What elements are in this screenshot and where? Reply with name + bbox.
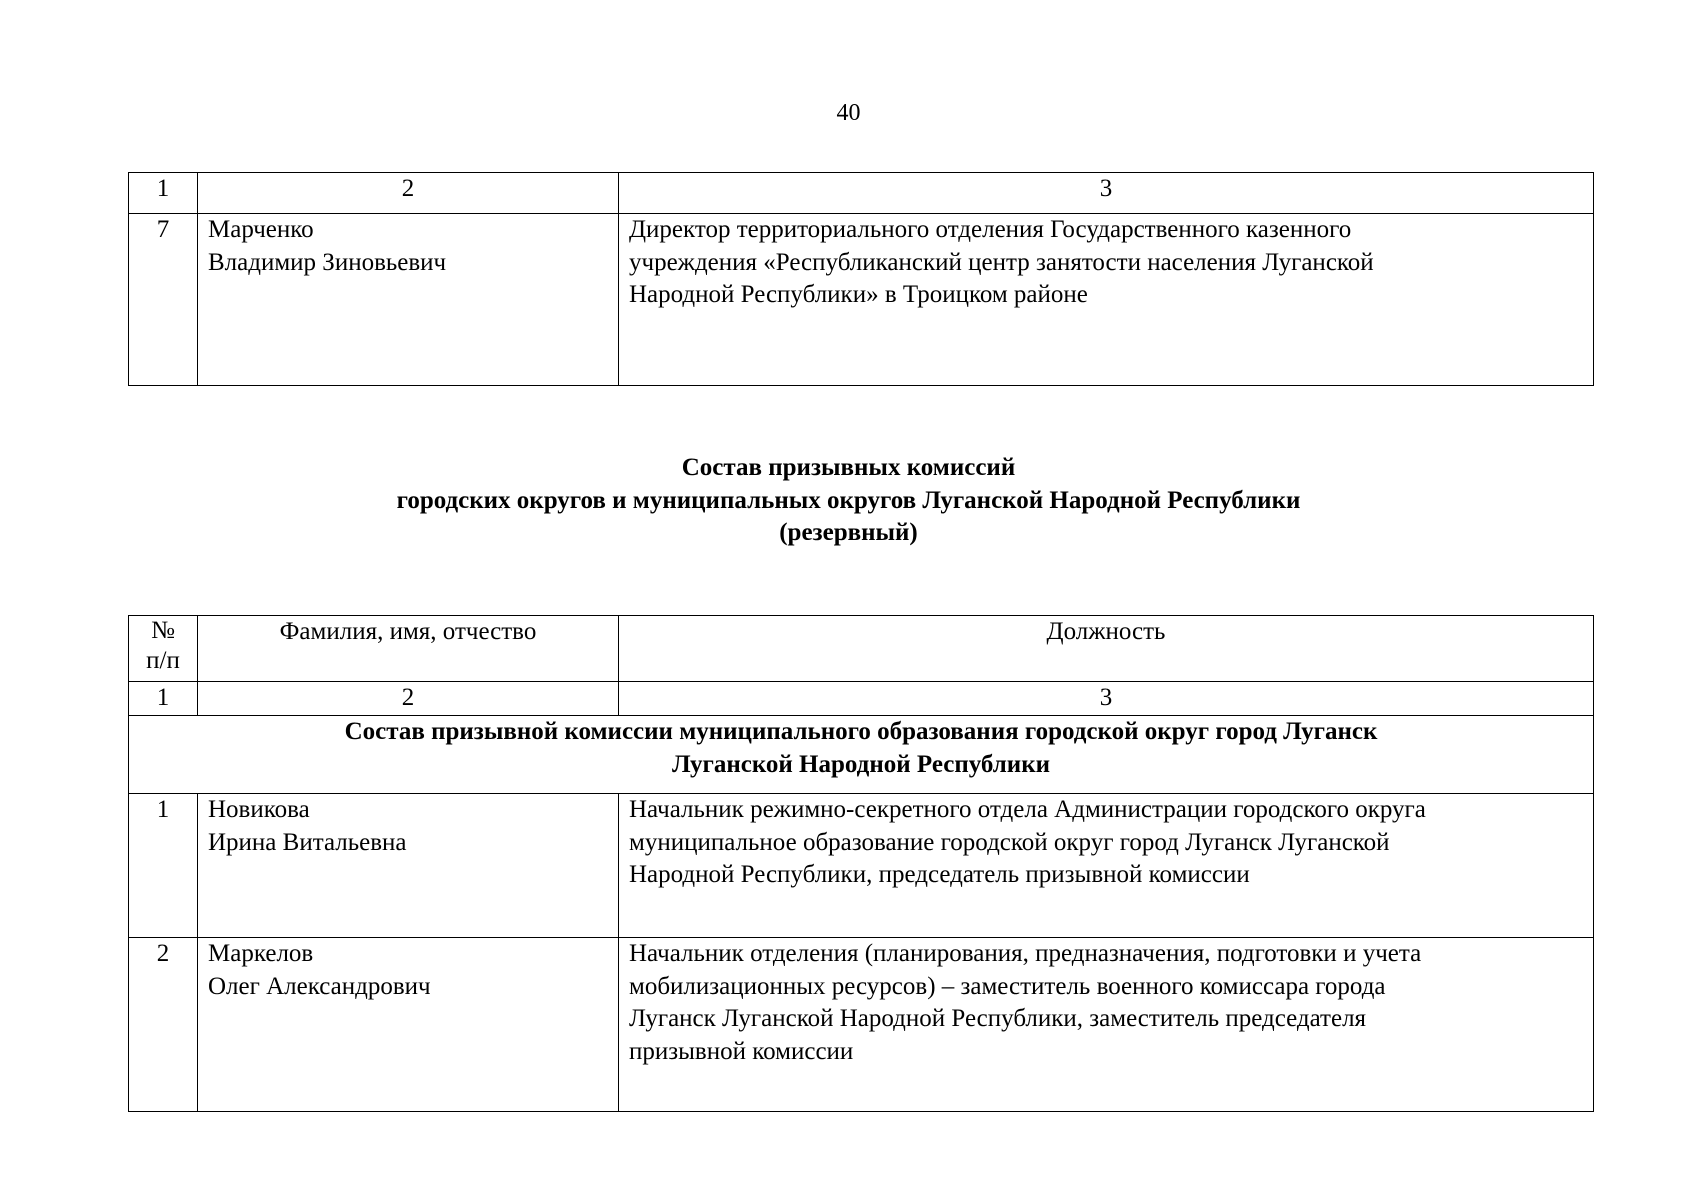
position-line: муниципальное образование городской округ город Луганск Луганской [629,828,1390,856]
position-line: мобилизационных ресурсов) – заместитель военного комиссара города [629,972,1386,1000]
position-line: Начальник режимно-секретного отдела Администрации городского округа [629,796,1426,823]
position-cell [619,938,1594,1112]
header-row [129,616,1594,682]
subsection-title [129,716,1594,794]
position-line: Народной Республики, председатель призывной комиссии [629,861,1250,888]
given-names: Олег Александрович [208,972,431,1000]
subsection-title-line: Состав призывной комиссии муниципального образования городской округ город Луганск [344,718,1378,745]
column-number: 1 [129,173,198,214]
position-line: Народной Республики» в Троицком районе [629,281,1088,308]
table-row [129,794,1594,938]
position-line: Директор территориального отделения Государственного казенного [629,216,1352,243]
position-line: Начальник отделения (планирования, предназначения, подготовки и учета [629,940,1422,967]
person-name [198,214,619,386]
row-number: 1 [129,794,198,938]
surname: Новикова [208,796,310,823]
row-number: 7 [129,214,198,386]
subsection-title-line: Луганской Народной Республики [671,750,1051,778]
table-row [129,938,1594,1112]
person-name [198,794,619,938]
surname: Маркелов [208,940,314,967]
column-number: 2 [198,173,619,214]
column-number: 3 [619,682,1594,716]
column-number: 3 [619,173,1594,214]
column-number-row [129,682,1594,716]
page-number: 40 [836,100,861,126]
column-number: 1 [129,682,198,716]
column-number: 2 [198,682,619,716]
section-title-line: (резервный) [779,519,918,546]
table-row [129,214,1594,386]
reserve-commission-table [128,615,1594,1112]
position-cell [619,214,1594,386]
column-number-row [129,173,1594,214]
position-cell [619,794,1594,938]
header-name: Фамилия, имя, отчество [198,616,619,682]
given-names: Владимир Зиновьевич [208,248,447,276]
position-line: учреждения «Республиканский центр занятости населения Луганской [629,248,1374,276]
given-names: Ирина Витальевна [208,828,407,856]
header-position: Должность [619,616,1594,682]
section-title [0,452,1697,550]
person-name [198,938,619,1112]
surname: Марченко [208,216,314,243]
position-line: Луганск Луганской Народной Республики, заместитель председателя [629,1005,1367,1032]
subsection-row [129,716,1594,794]
section-title-line: Состав призывных комиссий [681,454,1016,481]
continued-table [128,172,1594,386]
header-number: № п/п [129,616,198,682]
row-number: 2 [129,938,198,1112]
position-line: призывной комиссии [629,1037,854,1065]
section-title-line: городских округов и муниципальных округов Луганской Народной Республики [396,486,1301,514]
